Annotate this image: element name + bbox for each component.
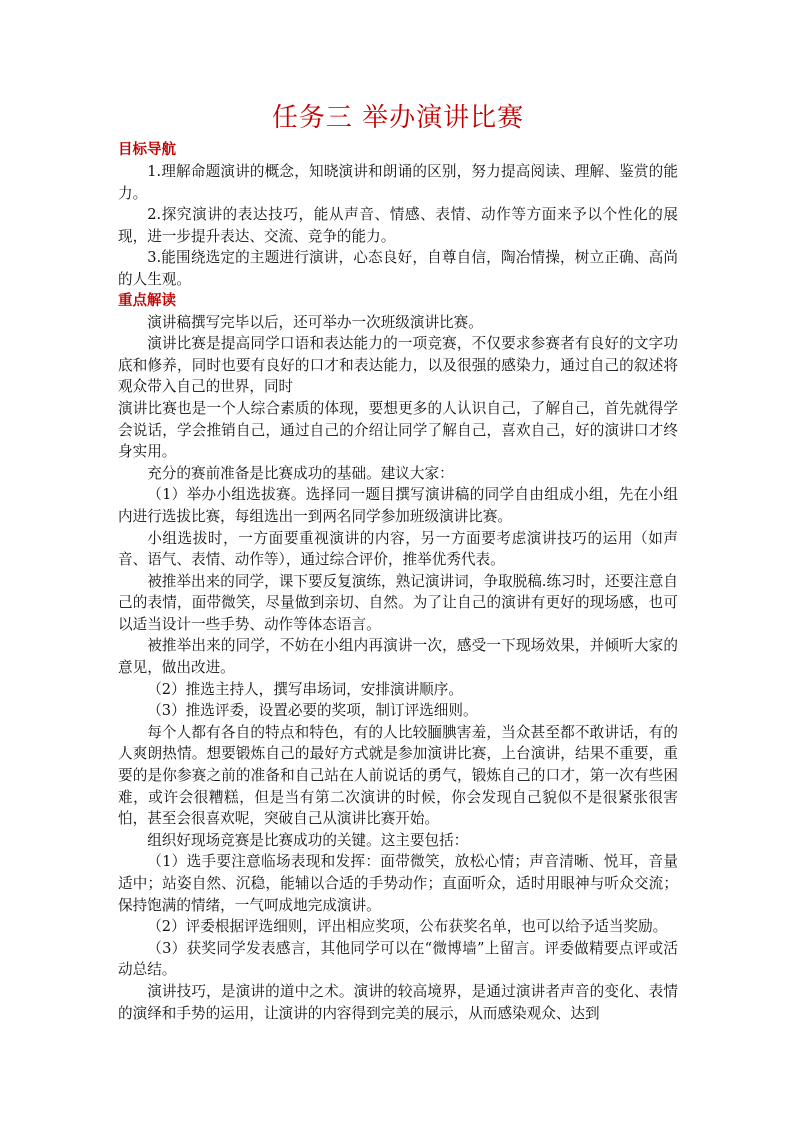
body-paragraph: 每个人都有各自的特点和特色，有的人比较腼腆害羞，当众甚至都不敢讲话，有的人爽朗热情。想要锻炼自己的最好方式就是参加演讲比赛，上台演讲，结果不重要，重要的是你参赛之前的准备和自己站在人前说话的勇气，锻炼自己的口才，第一次有些困难，或许会很糟糕，但是当有第二次演讲的时候，你会发现自己貌似不是很紧张很害怕，甚至会很喜欢呢，突破自己从演讲比赛开始。 <box>118 723 678 828</box>
section-heading-key: 重点解读 <box>118 292 176 309</box>
body-paragraph: 演讲技巧，是演讲的道中之术。演讲的较高境界，是通过演讲者声音的变化、表情的演绎和手势的运用，让演讲的内容得到完美的展示，从而感染观众、达到 <box>118 982 678 1022</box>
body-paragraph: 被推举出来的同学，课下要反复演练，熟记演讲词，争取脱稿.练习时，还要注意自己的表情，面带微笑，尽量做到亲切、自然。为了让自己的演讲有更好的现场感，也可以适当设计一些手势、动作等体态语言。 <box>118 572 678 633</box>
body-paragraph: （1）选手要注意临场表现和发挥：面带微笑，放松心情；声音清晰、悦耳，音量适中；站姿自然、沉稳，能辅以合适的手势动作；直面听众，适时用眼神与听众交流；保持饱满的情绪，一气呵成地完成演讲。 <box>118 853 678 914</box>
body-paragraph: （2）推选主持人，撰写串场词，安排演讲顺序。 <box>147 680 463 698</box>
body-paragraph: 小组选拔时，一方面要重视演讲的内容，另一方面要考虑演讲技巧的运用（如声音、语气、表情、动作等），通过综合评价，推举优秀代表。 <box>118 529 678 569</box>
page-title: 任务三 举办演讲比赛 <box>271 103 525 133</box>
body-paragraph: 演讲比赛是提高同学口语和表达能力的一项竞赛，不仅要求参赛者有良好的文字功底和修养，同时也要有良好的口才和表达能力，以及很强的感染力，通过自己的叙述将观众带入自己的世界，同时 <box>118 335 678 396</box>
goal-paragraph: 2.探究演讲的表达技巧，能从声音、情感、表情、动作等方面来予以个性化的展现，进一步提升表达、交流、竞争的能力。 <box>118 206 678 245</box>
body-paragraph: （2）评委根据评选细则，评出相应奖项，公布获奖名单，也可以给予适当奖励。 <box>147 918 668 936</box>
document-page <box>118 100 678 1024</box>
body-paragraph: （3）推选评委，设置必要的奖项，制订评选细则。 <box>147 702 478 720</box>
body-paragraph: （1）举办小组选拔赛。选择同一题目撰写演讲稿的同学自由组成小组，先在小组内进行选拔比赛，每组选出一到两名同学参加班级演讲比赛。 <box>118 486 678 525</box>
body-paragraph: 组织好现场竞赛是比赛成功的关键。这主要包括： <box>147 831 469 849</box>
goal-paragraph: 3.能围绕选定的主题进行演讲，心态良好，自尊自信，陶冶情操，树立正确、高尚的人生观。 <box>118 249 678 288</box>
goal-paragraph: 1.理解命题演讲的概念，知晓演讲和朗诵的区别，努力提高阅读、理解、鉴赏的能力。 <box>118 163 678 202</box>
body-paragraph: 演讲比赛也是一个人综合素质的体现，要想更多的人认识自己，了解自己，首先就得学会说话，学会推销自己，通过自己的介绍让同学了解自己，喜欢自己，好的演讲口才终身实用。 <box>118 399 678 461</box>
section-heading-goals: 目标导航 <box>118 142 176 158</box>
body-paragraph: 充分的赛前准备是比赛成功的基础。建议大家： <box>147 464 454 482</box>
body-paragraph: 被推举出来的同学，不妨在小组内再演讲一次，感受一下现场效果，并倾听大家的意见，做出改进。 <box>118 637 678 677</box>
body-paragraph: （3）获奖同学发表感言，其他同学可以在“微博墙”上留言。评委做精要点评或活动总结。 <box>118 939 678 979</box>
body-paragraph: 演讲稿撰写完毕以后，还可举办一次班级演讲比赛。 <box>147 313 483 331</box>
